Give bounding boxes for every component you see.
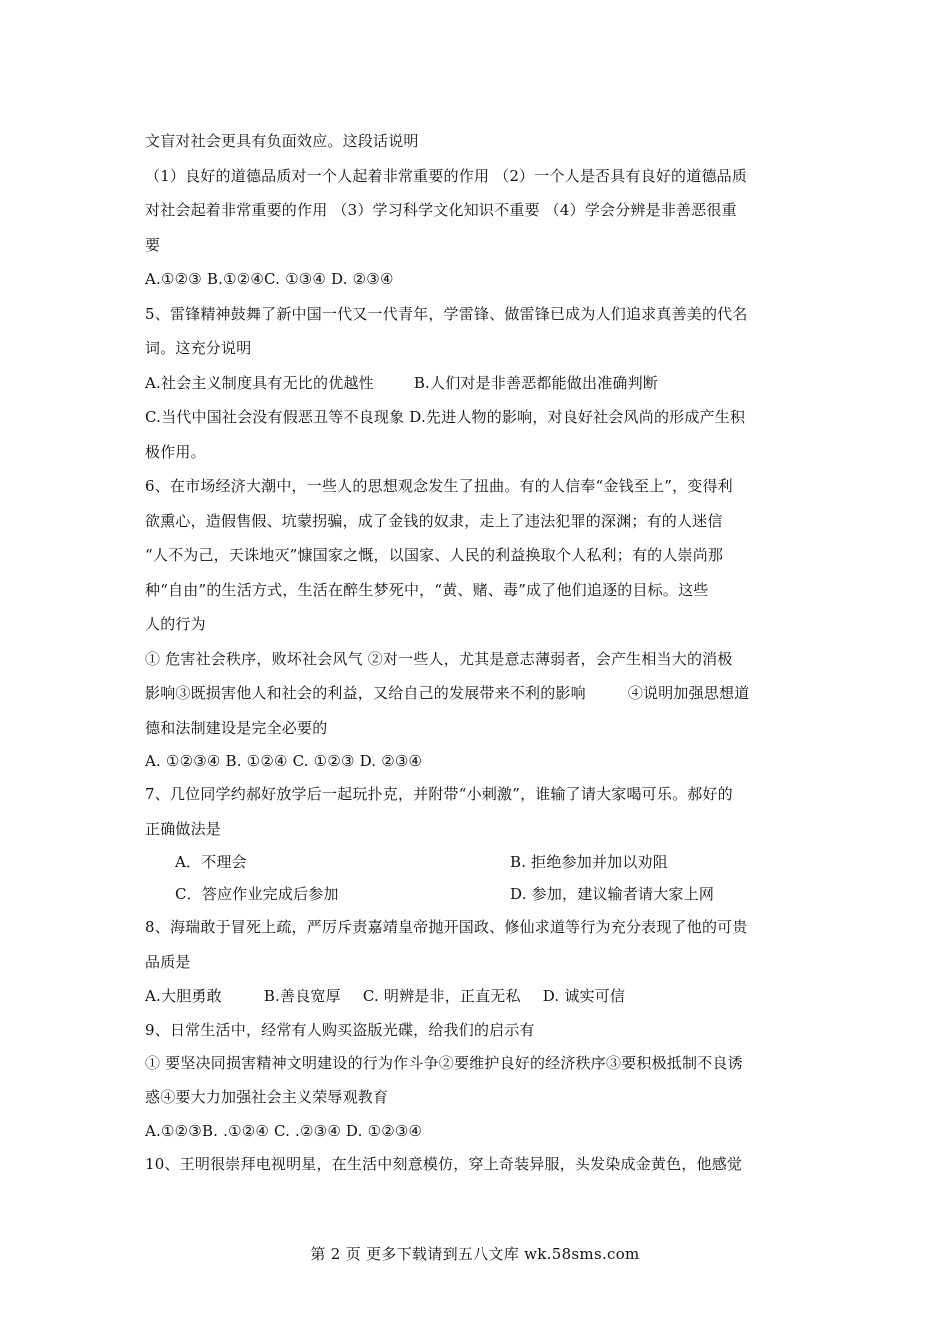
- text-line: 欲熏心，造假售假、坑蒙拐骗，成了金钱的奴隶，走上了违法犯罪的深渊；有的人迷信: [145, 511, 723, 530]
- answer-options: A.①②③B. .①②④ C. .②③④ D. ①②③④: [145, 1121, 423, 1140]
- text-line: 德和法制建设是完全必要的: [145, 718, 328, 737]
- answer-options: [145, 366, 815, 401]
- question-8: 8、海瑞敢于冒死上疏，严厉斥责嘉靖皇帝抛开国政、修仙求道等行为充分表现了他的可贵: [145, 918, 748, 936]
- option-a: A.社会主义制度具有无比的优越性: [145, 373, 374, 392]
- text-line: 品质是: [145, 952, 191, 971]
- text-line: 词。这充分说明: [145, 339, 252, 357]
- answer-options: [145, 878, 815, 910]
- text-line: “人不为己，天诛地灭”慷国家之慨，以国家、人民的利益换取个人私利；有的人崇尚那: [145, 546, 724, 564]
- option-b: B.人们对是非善恶都能做出准确判断: [413, 373, 659, 392]
- answer-options: C.当代中国社会没有假恶丑等不良现象 D.先进人物的影响，对良好社会风尚的形成产生积: [145, 408, 746, 426]
- text-line: 对社会起着非常重要的作用 （3）学习科学文化知识不重要 （4）学会分辨是非善恶很重: [145, 201, 737, 219]
- text-segment: ④说明加强思想道: [627, 684, 750, 702]
- question-6: 6、在市场经济大潮中，一些人的思想观念发生了扭曲。有的人信奉“金钱至上”，变得利: [145, 477, 733, 495]
- option-a: A．不理会: [175, 853, 247, 871]
- answer-options: [145, 979, 815, 1014]
- option-a: A.大胆勇敢: [145, 987, 222, 1005]
- question-10: 10、王明很崇拜电视明星，在生活中刻意模仿，穿上奇装异服，头发染成金黄色，他感觉: [145, 1154, 743, 1173]
- text-line: 要: [145, 235, 161, 254]
- text-line: （1）良好的道德品质对一个人起着非常重要的作用 （2）一个人是否具有良好的道德品质: [145, 166, 748, 185]
- page-content: [145, 124, 815, 1181]
- text-line: 种“自由”的生活方式，生活在醉生梦死中，“黄、赌、毒”成了他们追逐的目标。这些: [145, 580, 709, 599]
- answer-options: A. ①②③④ B. ①②④ C. ①②③ D. ②③④: [145, 752, 423, 770]
- option-d: D. 参加，建议输者请大家上网: [510, 885, 715, 903]
- option-d: D. 诚实可信: [542, 987, 626, 1005]
- text-line: ① 要坚决同损害精神文明建设的行为作斗争②要维护良好的经济秩序③要积极抵制不良诱: [145, 1053, 743, 1072]
- page-footer: 第 2 页 更多下载请到五八文库 wk.58sms.com: [310, 1245, 640, 1263]
- text-segment: 影响③既损害他人和社会的利益，又给自己的发展带来不利的影响: [145, 684, 586, 702]
- answer-options: [145, 846, 815, 878]
- text-line: 正确做法是: [145, 819, 222, 838]
- text-line: 极作用。: [145, 442, 206, 461]
- question-5: 5、雷锋精神鼓舞了新中国一代又一代青年，学雷锋、做雷锋已成为人们追求真善美的代名: [145, 304, 748, 323]
- question-9: 9、日常生活中，经常有人购买盗版光碟，给我们的启示有: [145, 1020, 535, 1039]
- text-line: 文盲对社会更具有负面效应。这段话说明: [145, 132, 419, 150]
- option-c: C．答应作业完成后参加: [175, 885, 339, 903]
- option-c: C. 明辨是非，正直无私: [362, 987, 521, 1005]
- answer-options: A.①②③ B.①②④C. ①③④ D. ②③④: [145, 270, 394, 288]
- text-line: [145, 676, 815, 711]
- option-b: B. 拒绝参加并加以劝阻: [510, 853, 668, 871]
- option-b: B.善良宽厚: [263, 987, 341, 1005]
- text-line: ① 危害社会秩序，败坏社会风气 ②对一些人，尤其是意志薄弱者，会产生相当大的消极: [145, 649, 733, 668]
- question-7: 7、几位同学约郝好放学后一起玩扑克，并附带“小刺激”，谁输了请大家喝可乐。郝好的: [145, 785, 733, 803]
- text-line: 人的行为: [145, 615, 206, 633]
- text-line: 惑④要大力加强社会主义荣辱观教育: [145, 1088, 389, 1106]
